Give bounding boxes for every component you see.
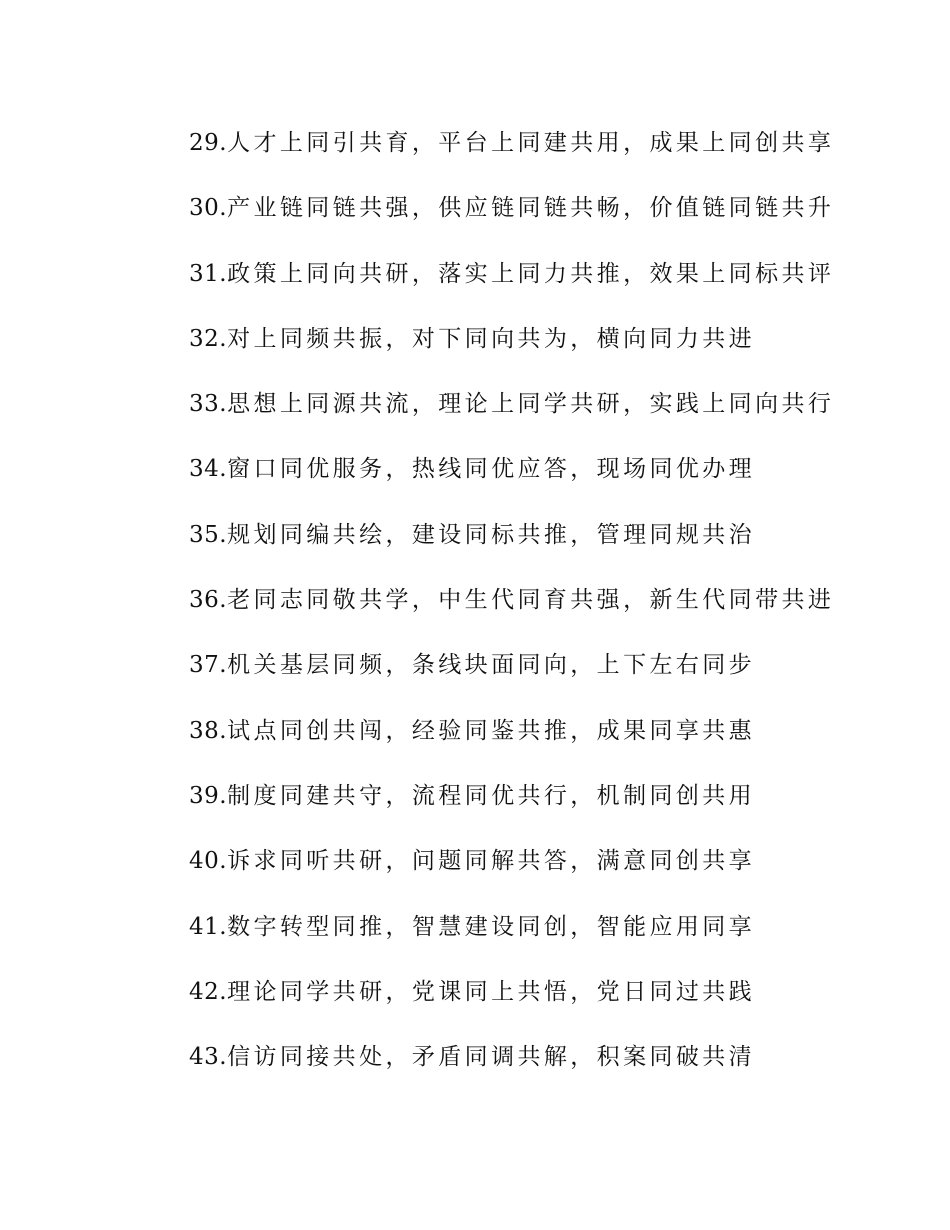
list-item bbox=[189, 972, 829, 1037]
list-item bbox=[189, 515, 829, 580]
item-text: 理论同学共研，党课同上共悟，党日同过共践 bbox=[227, 978, 756, 1005]
item-number: 39. bbox=[189, 782, 228, 809]
list-item bbox=[189, 449, 829, 514]
list-item bbox=[189, 645, 829, 710]
item-number: 31. bbox=[189, 260, 228, 287]
item-number: 40. bbox=[189, 848, 228, 875]
list-item bbox=[189, 188, 835, 253]
item-text: 思想上同源共流，理论上同学共研，实践上同向共行 bbox=[227, 391, 835, 418]
item-number: 32. bbox=[189, 325, 228, 352]
item-number: 35. bbox=[189, 521, 228, 548]
item-text: 政策上同向共研，落实上同力共推，效果上同标共评 bbox=[227, 260, 835, 287]
list-item bbox=[189, 384, 835, 449]
list-item bbox=[189, 580, 835, 645]
list-item bbox=[189, 841, 829, 906]
item-number: 30. bbox=[189, 195, 228, 222]
list-item bbox=[189, 776, 829, 841]
item-number: 36. bbox=[189, 587, 228, 614]
item-number: 41. bbox=[189, 913, 228, 940]
item-number: 29. bbox=[189, 130, 228, 156]
item-text: 信访同接共处，矛盾同调共解，积案同破共清 bbox=[227, 1044, 756, 1071]
item-text: 规划同编共绘，建设同标共推，管理同规共治 bbox=[227, 521, 756, 548]
item-number: 42. bbox=[189, 978, 228, 1005]
item-text: 制度同建共守，流程同优共行，机制同创共用 bbox=[227, 782, 756, 809]
item-number: 43. bbox=[189, 1044, 228, 1071]
list-item bbox=[189, 711, 829, 776]
item-number: 34. bbox=[189, 456, 228, 483]
list-item bbox=[189, 1037, 829, 1102]
item-text: 机关基层同频，条线块面同向，上下左右同步 bbox=[227, 652, 756, 679]
list-item bbox=[189, 319, 829, 384]
list-item bbox=[189, 123, 835, 188]
item-text: 诉求同听共研，问题同解共答，满意同创共享 bbox=[227, 848, 756, 875]
item-number: 37. bbox=[189, 652, 228, 679]
item-text: 窗口同优服务，热线同优应答，现场同优办理 bbox=[227, 456, 756, 483]
item-text: 人才上同引共育，平台上同建共用，成果上同创共享 bbox=[227, 130, 835, 156]
numbered-slogan-list bbox=[189, 123, 835, 1102]
item-number: 38. bbox=[189, 717, 228, 744]
list-item bbox=[189, 254, 835, 319]
item-text: 老同志同敬共学，中生代同育共强，新生代同带共进 bbox=[227, 587, 835, 614]
item-number: 33. bbox=[189, 391, 228, 418]
item-text: 试点同创共闯，经验同鉴共推，成果同享共惠 bbox=[227, 717, 756, 744]
item-text: 数字转型同推，智慧建设同创，智能应用同享 bbox=[227, 913, 756, 940]
item-text: 产业链同链共强，供应链同链共畅，价值链同链共升 bbox=[227, 195, 835, 222]
list-item bbox=[189, 907, 829, 972]
item-text: 对上同频共振，对下同向共为，横向同力共进 bbox=[227, 325, 756, 352]
